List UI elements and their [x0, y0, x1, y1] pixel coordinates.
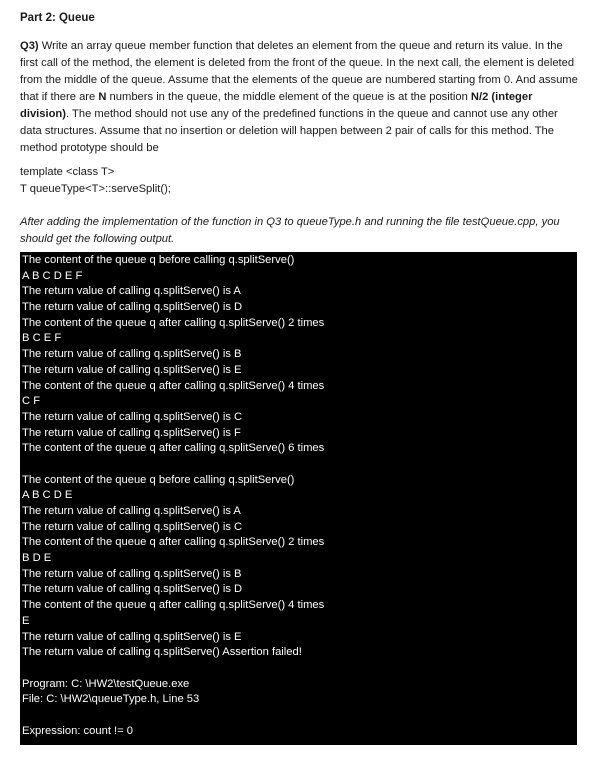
output-intro: After adding the implementation of the function in Q3 to queueType.h and running the file testQueue.cpp, you should get the following output.: [20, 216, 560, 245]
question-seg2: numbers in the queue, the middle element of the queue is at the position: [106, 91, 471, 103]
console-line: The return value of calling q.splitServe() is C: [22, 520, 243, 533]
console-line: [22, 708, 577, 724]
question-seg1: Write an array queue member function that deletes an element from the queue and return its value. In the first call of the method, the element is deleted from the front of the queue. In the next call, the element is deleted from the middle of the queue. Assume that the elements of the queue are numbered starting from 0. And assume that if there are: [20, 40, 578, 103]
console-line: Program: C: \HW2\testQueue.exe: [22, 677, 190, 690]
console-line: The return value of calling q.splitServe() is B: [22, 348, 242, 361]
question-label: Q3): [20, 40, 39, 52]
console-line: A B C D E: [22, 489, 73, 502]
console-line: [22, 661, 577, 677]
console-line: The content of the queue q after calling q.splitServe() 2 times: [22, 536, 325, 549]
console-line: The return value of calling q.splitServe() is D: [22, 301, 243, 314]
question-bold-position: N/2 (integer division): [20, 91, 533, 120]
console-line: C F: [22, 395, 41, 408]
question-bold-n: N: [98, 91, 107, 103]
prototype-code: [20, 164, 601, 198]
console-line: The content of the queue q before calling q.splitServe(): [22, 473, 295, 486]
console-line: The return value of calling q.splitServe() is B: [22, 567, 242, 580]
console-line: The return value of calling q.splitServe() is E: [22, 363, 242, 376]
question-text: [20, 38, 580, 157]
console-line: The return value of calling q.splitServe() is C: [22, 410, 243, 423]
console-line: The content of the queue q before calling q.splitServe(): [22, 254, 295, 266]
console-line: The return value of calling q.splitServe() is E: [22, 630, 242, 643]
console-line: File: C: \HW2\queueType.h, Line 53: [22, 693, 200, 706]
console-line: B D E: [22, 552, 52, 565]
console-line: The content of the queue q after calling q.splitServe() 4 times: [22, 379, 325, 392]
console-line: The return value of calling q.splitServe() is A: [22, 505, 241, 517]
question-seg3: . The method should not use any of the predefined functions in the queue and cannot use any other data structures. Assume that no insertion or deletion will happen between 2 pair of calls for this method. The method prototype should be: [20, 108, 558, 154]
console-line: E: [22, 614, 30, 627]
console-line: The content of the queue q after calling q.splitServe() 6 times: [22, 442, 325, 455]
console-line: A B C D E F: [22, 269, 83, 282]
code-line-template: template <class T>: [20, 166, 115, 178]
console-line: B C E F: [22, 332, 62, 345]
console-line: The content of the queue q after calling q.splitServe() 2 times: [22, 316, 325, 329]
console-line: Expression: count != 0: [22, 724, 134, 737]
console-line: The return value of calling q.splitServe() is A: [22, 285, 241, 298]
console-line: [22, 457, 577, 473]
console-line: The return value of calling q.splitServe() Assertion failed!: [22, 646, 302, 659]
console-output: [20, 252, 577, 745]
part-title: Part 2: Queue: [20, 12, 95, 24]
code-line-signature: T queueType<T>::serveSplit();: [20, 183, 171, 195]
console-line: The return value of calling q.splitServe() is F: [22, 426, 241, 439]
console-line: The return value of calling q.splitServe() is D: [22, 583, 243, 596]
console-line: The content of the queue q after calling q.splitServe() 4 times: [22, 599, 325, 612]
